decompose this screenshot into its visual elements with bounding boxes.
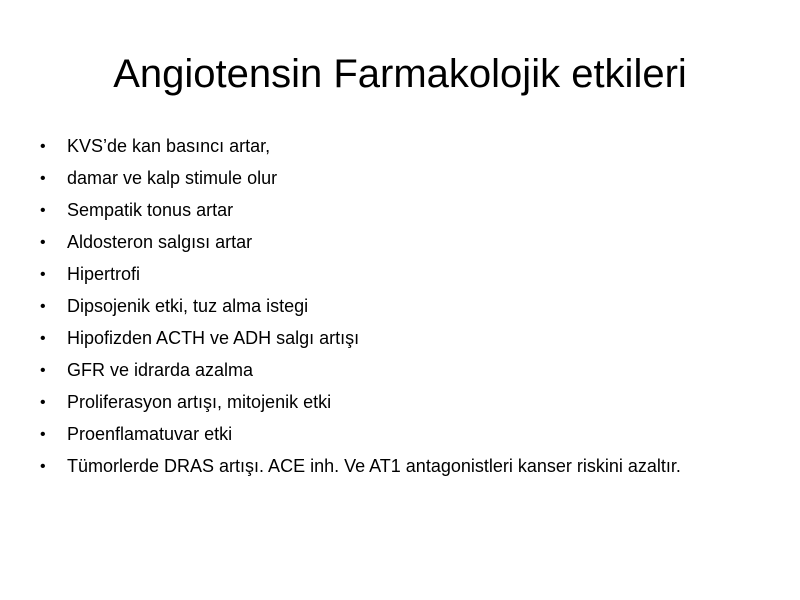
list-item-text: Tümorlerde DRAS artışı. ACE inh. Ve AT1 antagonistleri kanser riskini azaltır. — [67, 456, 681, 476]
list-item-text: Sempatik tonus artar — [67, 200, 234, 220]
bullet-icon: • — [40, 330, 46, 347]
list-item — [40, 264, 730, 285]
bullet-icon: • — [40, 426, 46, 443]
bullet-icon: • — [40, 170, 46, 187]
list-item-text: Proliferasyon artışı, mitojenik etki — [67, 392, 332, 412]
list-item-text: Dipsojenik etki, tuz alma istegi — [67, 296, 309, 316]
bullet-list — [40, 136, 730, 488]
list-item-text: Aldosteron salgısı artar — [67, 232, 253, 252]
list-item — [40, 360, 730, 381]
bullet-icon: • — [40, 362, 46, 379]
list-item — [40, 136, 730, 157]
bullet-icon: • — [40, 458, 46, 475]
list-item-text: Proenflamatuvar etki — [67, 424, 233, 444]
bullet-icon: • — [40, 266, 46, 283]
list-item-text: damar ve kalp stimule olur — [67, 168, 278, 188]
slide-title: Angiotensin Farmakolojik etkileri — [113, 52, 687, 96]
list-item-text: Hipofizden ACTH ve ADH salgı artışı — [67, 328, 360, 348]
list-item — [40, 168, 730, 189]
bullet-icon: • — [40, 394, 46, 411]
list-item-text: KVS’de kan basıncı artar, — [67, 136, 271, 156]
list-item — [40, 328, 730, 349]
list-item-text: GFR ve idrarda azalma — [67, 360, 254, 380]
list-item — [40, 456, 730, 477]
list-item — [40, 424, 730, 445]
bullet-icon: • — [40, 298, 46, 315]
bullet-icon: • — [40, 234, 46, 251]
list-item — [40, 392, 730, 413]
list-item — [40, 232, 730, 253]
bullet-icon: • — [40, 202, 46, 219]
list-item — [40, 200, 730, 221]
list-item — [40, 296, 730, 317]
bullet-icon: • — [40, 138, 46, 155]
list-item-text: Hipertrofi — [67, 264, 141, 284]
